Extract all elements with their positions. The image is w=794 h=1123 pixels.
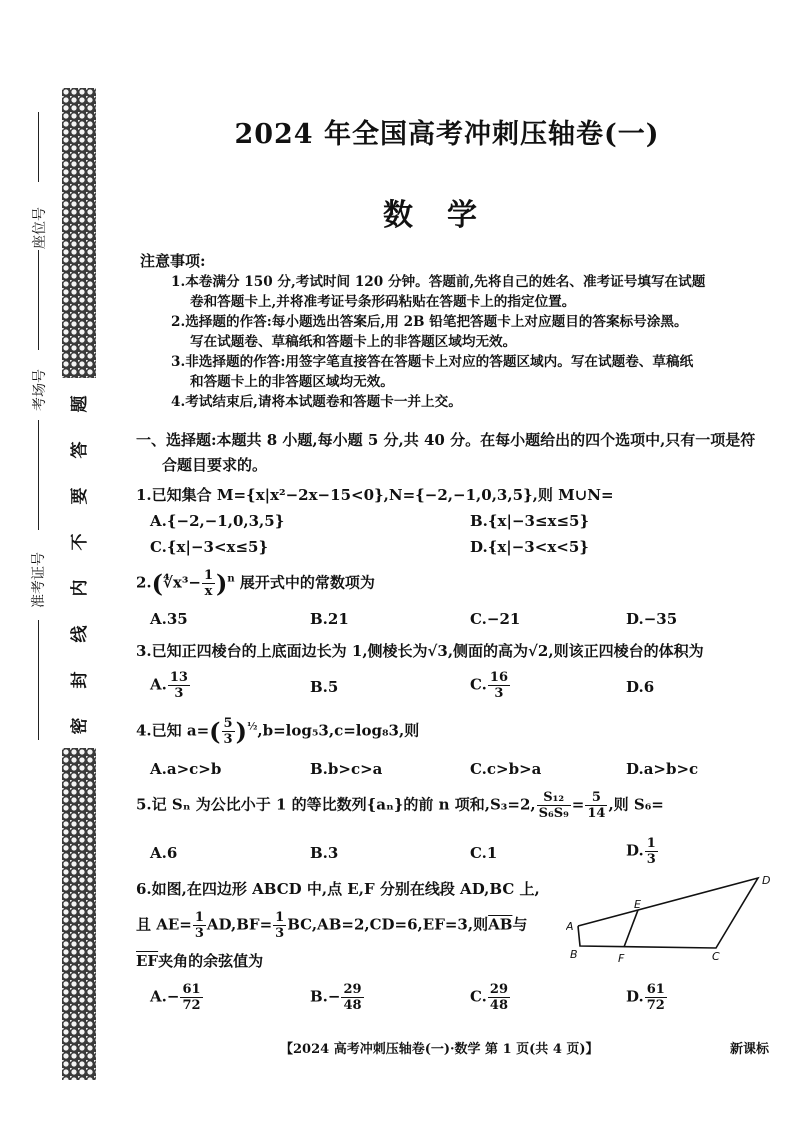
q4-option-c: C.c>b>a — [470, 760, 542, 778]
vector-ef: $\overline{EF}$ — [136, 952, 159, 970]
q4-option-a: A.a>c>b — [150, 760, 222, 778]
q1-option-b: B.{x|−3≤x≤5} — [470, 512, 590, 530]
q1-option-d: D.{x|−3<x<5} — [470, 538, 589, 556]
seat-label: 座位号 — [32, 207, 48, 249]
label-a: A — [566, 920, 574, 933]
q2-exponent: n — [227, 573, 235, 585]
binding-margin — [0, 0, 100, 1123]
question-6-line-1: 6.如图,在四边形 ABCD 中,点 E,F 分别在线段 AD,BC 上, — [136, 880, 540, 898]
notice-line: 和答题卡上的非答题区域均无效。 — [190, 374, 394, 390]
seal-char: 不 — [70, 533, 90, 551]
q5-option-c: C.1 — [470, 844, 498, 862]
q3-option-a: A. $\frac{13}{3}$ — [150, 670, 188, 701]
question-1-stem: 1.已知集合 M={x|x²−2x−15<0},N={−2,−1,0,3,5},则 M∪N= — [136, 486, 614, 504]
notice-line: 3.非选择题的作答:用签字笔直接答在答题卡上对应的答题区域内。写在试题卷、草稿纸 — [171, 354, 694, 370]
q4-option-b: B.b>c>a — [310, 760, 383, 778]
vector-ab: $\overline{AB}$ — [488, 915, 513, 934]
q2-fraction: $\frac{1}{x}$ — [203, 568, 214, 599]
page-footer: 【2024 高考冲刺压轴卷(一)·数学 第 1 页(共 4 页)】 — [280, 1042, 599, 1057]
q6-option-b: B.− $\frac{29}{48}$ — [310, 982, 362, 1013]
question-4-stem: 4.已知 a=( $\frac{5}{3}$ )$^{\frac{1}{2}}$,b=log₅3,c=log₈3,则 — [136, 716, 420, 747]
q2-option-a: A.35 — [150, 610, 188, 628]
exam-no-label: 准考证号 — [31, 552, 47, 608]
exam-title: 2024 年全国高考冲刺压轴卷(一) — [234, 119, 660, 150]
q5-option-b: B.3 — [310, 844, 339, 862]
quadrilateral-figure — [566, 872, 782, 964]
curriculum-tag: 新课标 — [730, 1042, 770, 1057]
question-3-stem: 3.已知正四棱台的上底面边长为 1,侧棱长为√3,侧面的高为√2,则该正四棱台的体积为 — [136, 642, 704, 660]
question-6-line-3: $\overline{EF}$夹角的余弦值为 — [136, 952, 264, 970]
q2-number: 2. — [136, 573, 152, 592]
label-b: B — [570, 948, 578, 961]
decorative-pattern-top — [62, 88, 96, 378]
seal-char: 答 — [70, 441, 90, 459]
q3-option-d: D.6 — [626, 678, 655, 696]
label-f: F — [618, 952, 625, 964]
question-5-stem: 5.记 Sₙ 为公比小于 1 的等比数列{aₙ}的前 n 项和,S₃=2, $\frac{\text{S₁₂}}{\text{S₆S₉}}$ = $\frac{5}{14}$ ,则 S₆= — [136, 790, 664, 821]
notice-line: 1.本卷满分 150 分,考试时间 120 分钟。答题前,先将自己的姓名、准考证号填写在试题 — [171, 274, 706, 290]
q2-option-b: B.21 — [310, 610, 349, 628]
room-line — [38, 250, 39, 350]
exam-no-line — [38, 420, 39, 530]
seal-char: 题 — [70, 395, 90, 413]
q6-option-a: A.− $\frac{61}{72}$ — [150, 982, 201, 1013]
seal-char: 封 — [70, 671, 90, 689]
section-line-1: 一、选择题:本题共 8 小题,每小题 5 分,共 40 分。在每小题给出的四个选项中,只有一项是符 — [136, 431, 756, 449]
q2-option-d: D.−35 — [626, 610, 678, 628]
exam-room-label: 考场号 — [32, 369, 48, 411]
q3-option-b: B.5 — [310, 678, 339, 696]
seal-char: 内 — [70, 579, 90, 597]
q4-option-d: D.a>b>c — [626, 760, 699, 778]
q3-option-c: C. $\frac{16}{3}$ — [470, 670, 508, 701]
notice-line: 写在试题卷、草稿纸和答题卡上的非答题区域均无效。 — [190, 334, 517, 350]
label-d: D — [762, 874, 771, 887]
q5-option-d: D. $\frac{1}{3}$ — [626, 836, 656, 867]
q2-option-c: C.−21 — [470, 610, 521, 628]
quadrilateral-abcd — [578, 878, 758, 948]
q6-option-c: C. $\frac{29}{48}$ — [470, 982, 508, 1013]
notice-heading: 注意事项: — [140, 252, 206, 270]
q2-root: ∜x³ — [163, 573, 189, 592]
seal-char: 线 — [70, 625, 90, 643]
seat-line — [38, 112, 39, 182]
label-c: C — [712, 950, 720, 963]
seal-line-text — [68, 386, 92, 742]
question-2-stem: 2.(∜x³− $\frac{1}{x}$ )$^n$ 展开式中的常数项为 — [136, 568, 375, 599]
question-6-line-2: 且 AE= $\frac{1}{3}$ AD,BF= $\frac{1}{3}$ BC,AB=2,CD=6,EF=3,则$\overline{AB}$与 — [136, 910, 528, 941]
q2-rest: 展开式中的常数项为 — [239, 573, 375, 592]
segment-ef — [624, 910, 638, 947]
notice-line: 4.考试结束后,请将本试题卷和答题卡一并上交。 — [171, 394, 462, 410]
seal-char: 密 — [70, 717, 90, 735]
q5-option-a: A.6 — [150, 844, 178, 862]
q6-option-d: D. $\frac{61}{72}$ — [626, 982, 665, 1013]
q1-option-c: C.{x|−3<x≤5} — [150, 538, 269, 556]
q2-minus: − — [188, 573, 201, 592]
subject-title: 数学 — [383, 198, 511, 233]
name-line — [38, 620, 39, 740]
seal-char: 要 — [70, 487, 90, 505]
notice-line: 2.选择题的作答:每小题选出答案后,用 2B 铅笔把答题卡上对应题目的答案标号涂黑。 — [171, 314, 688, 330]
q1-option-a: A.{−2,−1,0,3,5} — [150, 512, 285, 530]
label-e: E — [634, 898, 641, 911]
decorative-pattern-bottom — [62, 748, 96, 1080]
section-line-2: 合题目要求的。 — [162, 456, 268, 474]
notice-line: 卷和答题卡上,并将准考证号条形码粘贴在答题卡上的指定位置。 — [190, 294, 576, 310]
section-heading — [136, 428, 782, 478]
